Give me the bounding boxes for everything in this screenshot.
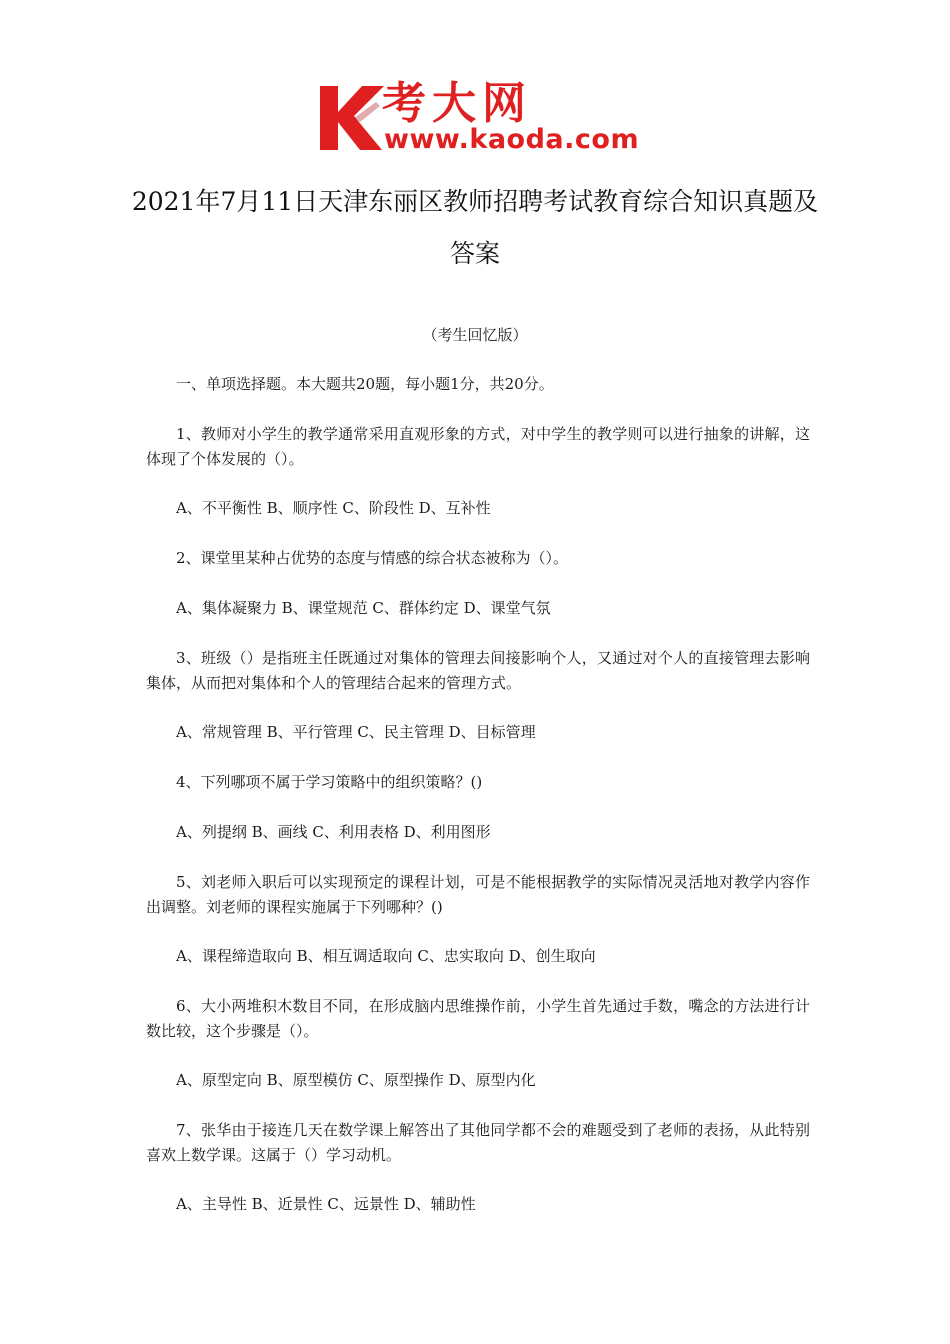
kaoda-logo xyxy=(316,78,646,158)
question-options: A、课程缔造取向 B、相互调适取向 C、忠实取向 D、创生取向 xyxy=(176,947,596,965)
question-stem: 3、班级（）是指班主任既通过对集体的管理去间接影响个人，又通过对个人的直接管理去影响集体，从而把对集体和个人的管理结合起来的管理方式。 xyxy=(146,649,810,692)
question-options: A、原型定向 B、原型模仿 C、原型操作 D、原型内化 xyxy=(176,1071,536,1089)
question-stem: 6、大小两堆积木数目不同，在形成脑内思维操作前，小学生首先通过手数，嘴念的方法进行计数比较，这个步骤是（）。 xyxy=(146,997,810,1040)
logo-url-text: www.kaoda.com xyxy=(384,124,640,155)
question-stem: 7、张华由于接连几天在数学课上解答出了其他同学都不会的难题受到了老师的表扬，从此特别喜欢上数学课。这属于（）学习动机。 xyxy=(146,1121,810,1164)
section-heading: 一、单项选择题。本大题共20题，每小题1分，共20分。 xyxy=(176,375,554,393)
question-options: A、列提纲 B、画线 C、利用表格 D、利用图形 xyxy=(176,823,491,841)
question-options: A、集体凝聚力 B、课堂规范 C、群体约定 D、课堂气氛 xyxy=(176,599,551,617)
document-title: 2021年7月11日天津东丽区教师招聘考试教育综合知识真题及答案 xyxy=(131,187,819,268)
question-stem: 5、刘老师入职后可以实现预定的课程计划，可是不能根据教学的实际情况灵活地对教学内容作出调整。刘老师的课程实施属于下列哪种？() xyxy=(146,873,810,916)
question-options: A、主导性 B、近景性 C、远景性 D、辅助性 xyxy=(176,1195,476,1213)
question-options: A、不平衡性 B、顺序性 C、阶段性 D、互补性 xyxy=(176,499,491,517)
question-options: A、常规管理 B、平行管理 C、民主管理 D、目标管理 xyxy=(176,723,536,741)
k-letter-icon xyxy=(316,82,388,154)
logo-brand-text: 考大网 xyxy=(382,78,532,129)
question-stem: 2、课堂里某种占优势的态度与情感的综合状态被称为（）。 xyxy=(176,549,569,567)
question-stem: 4、下列哪项不属于学习策略中的组织策略？() xyxy=(176,773,483,791)
document-subtitle: （考生回忆版） xyxy=(422,326,528,344)
question-stem: 1、教师对小学生的教学通常采用直观形象的方式，对中学生的教学则可以进行抽象的讲解，这体现了个体发展的（）。 xyxy=(146,425,810,468)
